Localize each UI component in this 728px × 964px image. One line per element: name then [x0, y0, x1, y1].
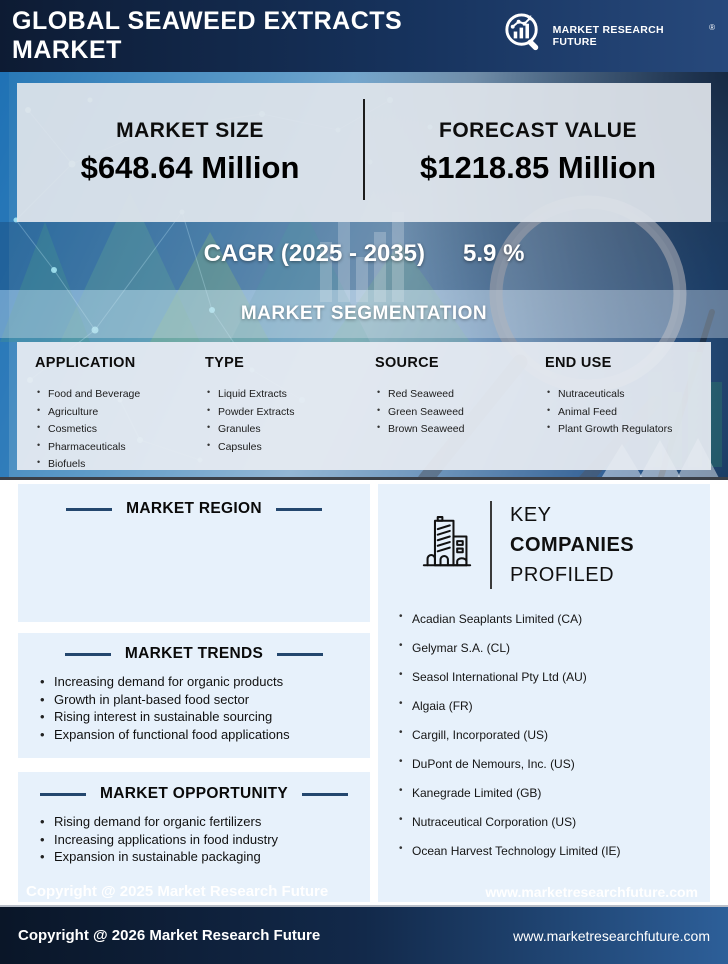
segment-item: • Plant Growth Regulators [545, 423, 705, 435]
key-companies-title-line3: PROFILED [510, 564, 615, 586]
title-line-right [302, 793, 348, 796]
segment-list [205, 388, 365, 453]
market-opportunity-panel [18, 772, 370, 902]
footer-website: www.marketresearchfuture.com [513, 927, 710, 944]
market-size-value: $648.64 Million [80, 150, 300, 185]
company-item: • DuPont de Nemours, Inc. (US) [398, 757, 710, 771]
opportunity-item: • Increasing applications in food industry [40, 831, 370, 849]
footer-bar [0, 905, 728, 964]
market-opportunity-title: MARKET OPPORTUNITY [100, 785, 288, 802]
segment-list [375, 388, 535, 435]
header-bar [0, 0, 728, 72]
segmentation-panel [17, 342, 711, 470]
company-item: • Ocean Harvest Technology Limited (IE) [398, 844, 710, 858]
segment-heading: END USE [545, 355, 612, 371]
footer-copyright: Copyright @ 2026 Market Research Future [18, 927, 321, 944]
magnifier-chart-logo-icon [501, 11, 546, 61]
opportunity-item: • Expansion in sustainable packaging [40, 848, 370, 866]
company-item: • Gelymar S.A. (CL) [398, 641, 710, 655]
cagr-value: 5.9 % [463, 240, 525, 267]
market-trends-list [40, 673, 370, 743]
company-item: • Cargill, Incorporated (US) [398, 728, 710, 742]
market-size-label: MARKET SIZE [116, 119, 264, 142]
segment-item: • Green Seaweed [375, 406, 535, 418]
cagr-line [0, 240, 728, 268]
market-opportunity-title-row [18, 772, 370, 803]
market-trends-title-row [18, 633, 370, 663]
registered-trademark-icon: ® [709, 22, 715, 32]
brand-logo [501, 11, 716, 61]
market-region-title-row [18, 484, 370, 518]
segment-column-type [195, 355, 365, 476]
segment-column-source [365, 355, 535, 476]
segment-item: • Agriculture [35, 406, 195, 418]
key-companies-header [378, 484, 710, 590]
forecast-value-stat [365, 83, 711, 222]
segmentation-title: MARKET SEGMENTATION [240, 303, 488, 324]
brand-name: MARKET RESEARCH FUTURE [552, 24, 664, 48]
title-line-left [40, 793, 86, 796]
segment-heading: SOURCE [375, 355, 439, 371]
segment-column-application [25, 355, 195, 476]
company-item: • Nutraceutical Corporation (US) [398, 815, 710, 829]
trend-item: • Expansion of functional food applications [40, 726, 370, 744]
title-line-right [276, 508, 322, 511]
segment-heading: APPLICATION [35, 355, 136, 371]
opportunity-item: • Rising demand for organic fertilizers [40, 813, 370, 831]
trend-item: • Growth in plant-based food sector [40, 691, 370, 709]
market-size-stat [17, 83, 363, 222]
segment-item: • Liquid Extracts [205, 388, 365, 400]
segment-list [545, 388, 705, 435]
segment-heading: TYPE [205, 355, 245, 371]
hero-section [0, 72, 728, 480]
segment-item: • Cosmetics [35, 423, 195, 435]
segment-item: • Food and Beverage [35, 388, 195, 400]
details-section [0, 480, 728, 905]
segmentation-band [0, 290, 728, 338]
segment-item: • Red Seaweed [375, 388, 535, 400]
title-line-left [66, 508, 112, 511]
segment-item: • Brown Seaweed [375, 423, 535, 435]
market-opportunity-list [40, 813, 370, 866]
market-region-title: MARKET REGION [126, 500, 262, 517]
segment-item: • Nutraceuticals [545, 388, 705, 400]
trend-item: • Increasing demand for organic products [40, 673, 370, 691]
segment-item: • Pharmaceuticals [35, 441, 195, 453]
company-item: • Kanegrade Limited (GB) [398, 786, 710, 800]
segment-item: • Capsules [205, 441, 365, 453]
market-trends-title: MARKET TRENDS [124, 645, 264, 662]
trend-item: • Rising interest in sustainable sourcing [40, 708, 370, 726]
segment-column-end-use [535, 355, 705, 476]
segment-item: • Biofuels [35, 458, 195, 470]
company-item: • Acadian Seaplants Limited (CA) [398, 612, 710, 626]
title-line-left [65, 653, 111, 656]
segment-item: • Granules [205, 423, 365, 435]
building-icon [422, 516, 472, 575]
cagr-label: CAGR (2025 - 2035) [203, 240, 426, 267]
market-trends-panel [18, 633, 370, 758]
segment-item: • Powder Extracts [205, 406, 365, 418]
company-item: • Seasol International Pty Ltd (AU) [398, 670, 710, 684]
key-companies-panel [378, 484, 710, 902]
segment-item: • Animal Feed [545, 406, 705, 418]
market-region-panel [18, 484, 370, 622]
page-title: GLOBAL SEAWEED EXTRACTS MARKET [12, 7, 403, 64]
forecast-value-label: FORECAST VALUE [439, 119, 637, 142]
segment-list [35, 388, 195, 470]
copyright-watermark: Copyright @ 2025 Market Research Future [26, 883, 329, 900]
title-line-right [277, 653, 323, 656]
companies-list [398, 612, 710, 858]
forecast-value-value: $1218.85 Million [419, 150, 657, 185]
header-divider [490, 501, 492, 589]
key-companies-title-line1: KEY [510, 504, 552, 526]
market-stats-panel [17, 83, 711, 222]
key-companies-title-line2: COMPANIES [510, 534, 635, 556]
company-item: • Algaia (FR) [398, 699, 710, 713]
key-companies-title [510, 500, 634, 590]
website-watermark: www.marketresearchfuture.com [485, 884, 698, 900]
